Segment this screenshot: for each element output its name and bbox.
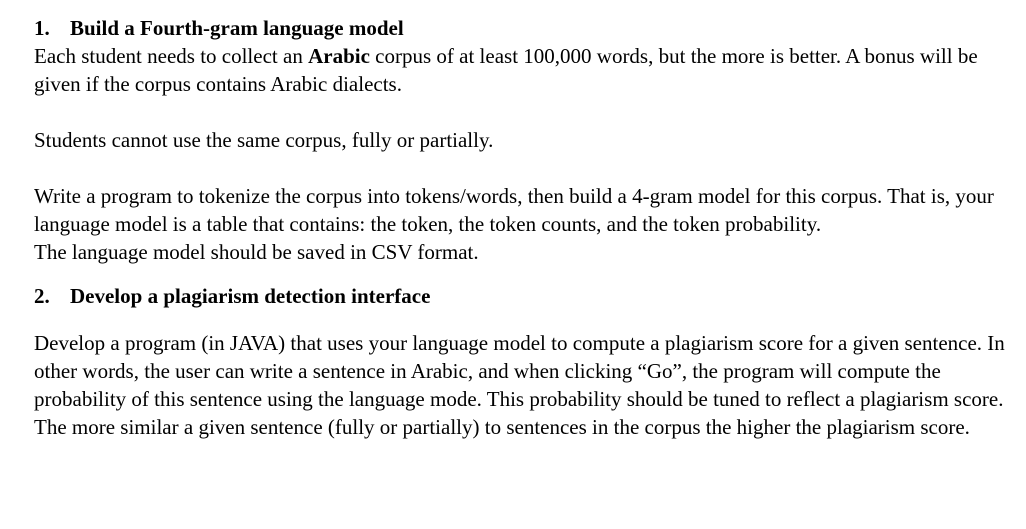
section-1-heading (34, 14, 1019, 42)
section-1-paragraph-same-corpus: Students cannot use the same corpus, fully or partially. (34, 128, 494, 152)
section-1-paragraph-csv: The language model should be saved in CSV format. (34, 240, 479, 264)
section-1-p1-bold-arabic: Arabic (308, 44, 370, 68)
section-1-paragraph-program: Write a program to tokenize the corpus into tokens/words, then build a 4-gram model for this corpus. That is, your language model is a table that contains: the token, the token counts, and the token probability. (34, 184, 994, 236)
section-2-paragraph-interface: Develop a program (in JAVA) that uses your language model to compute a plagiarism score for a given sentence. In other words, the user can write a sentence in Arabic, and when clicking “Go”, the program will compute the probability of this sentence using the language mode. This probability should be tuned to reflect a plagiarism score. The more similar a given sentence (fully or partially) to sentences in the corpus the higher the plagiarism score. (34, 331, 1005, 439)
section-2-number: 2. (34, 284, 50, 308)
section-1-p1-text-before: Each student needs to collect an (34, 44, 309, 68)
section-1-title: Build a Fourth-gram language model (70, 16, 404, 40)
section-1-paragraph-corpus (34, 42, 994, 98)
document-page (34, 14, 1019, 441)
section-1-p1-text-after: corpus of at least 100,000 words, but the more is better. A bonus will be given if the corpus contains Arabic dialects. (34, 44, 978, 96)
section-2-heading (34, 282, 1019, 310)
section-2-title: Develop a plagiarism detection interface (70, 284, 431, 308)
section-1-number: 1. (34, 16, 50, 40)
